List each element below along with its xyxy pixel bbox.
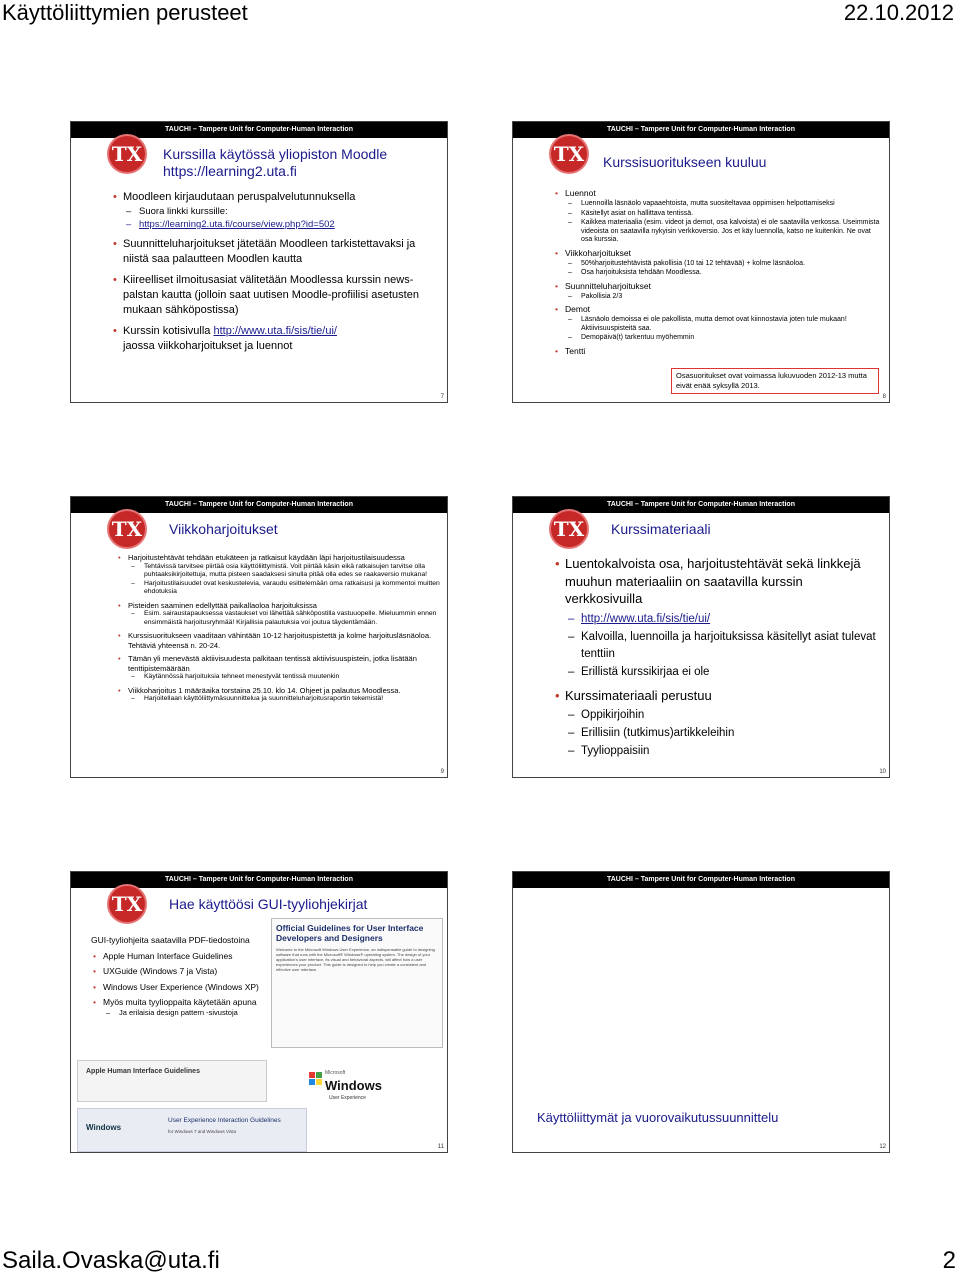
course-homepage-link[interactable]: – http://www.uta.fi/sis/tie/ui/ <box>565 611 883 628</box>
slide-10 <box>512 496 890 778</box>
sub-item: – Erillisiin (tutkimus)artikkeleihin <box>565 725 883 742</box>
sub-item: – Suora linkki kurssille: <box>123 205 441 218</box>
bullet-item: • Windows User Experience (Windows XP) <box>91 982 271 993</box>
slide-number: 12 <box>879 1144 886 1150</box>
slide-banner: TAUCHI – Tampere Unit for Computer-Human Interaction <box>71 497 447 513</box>
intro-text: GUI-tyyliohjeita saatavilla PDF-tiedostoina <box>91 935 250 945</box>
page-header-date: 22.10.2012 <box>843 0 954 25</box>
sub-item: – Harjoitellaan käyttöliittymäsuunnittelua ja suunnitteluharjoitusraportin tekemistä! <box>128 695 441 704</box>
bullet-item: • Moodleen kirjaudutaan peruspalvelutunnuksella – Suora linkki kurssille: – https://learning2.uta.fi/course/view.php?id=502 <box>111 190 441 231</box>
svg-text:TX: TX <box>111 892 143 916</box>
bullet-item: • Suunnitteluharjoitukset – Pakollisia 2/3 <box>553 281 883 302</box>
tauchi-logo-icon <box>105 882 149 926</box>
slide-title: Viikkoharjoitukset <box>169 521 278 537</box>
sub-item: – Kaikkea materiaalia (esim. videot ja demot, osa kalvoista) ei ole saatavilla verkossa. Useimmista videoista on saatavilla nykyisin verkkoversio. Jos et käy luennolla, katso ne kuitenkin. Ne ovat osa kurssia. <box>565 219 883 245</box>
bullet-item: • Luennot – Luennoilla läsnäolo vapaaehtoista, mutta suositeltavaa oppimisen helpottamiseksi – Käsitellyt asiat on hallittava tentissä. – Kaikkea materiaalia (esim. videot ja demot, osa kalvoista) ei ole saatavilla verkossa. Useimmista videoista on saatavilla nykyisin verkkoversio. Jos et käy luennolla, katso ne kuitenkin. Ne ovat osa kurssia. <box>553 188 883 245</box>
sub-item: – Ja erilaisia design pattern -sivustoja <box>103 1008 271 1019</box>
sub-item: – Käsitellyt asiat on hallittava tentissä. <box>565 210 883 219</box>
slide-number: 10 <box>879 769 886 775</box>
slide-number: 7 <box>440 394 444 400</box>
sub-item: – Osa harjoituksista tehdään Moodlessa. <box>565 269 883 278</box>
sub-item: – Läsnäolo demoissa ei ole pakollista, mutta demot ovat kiinnostavia joten tule mukaan! Aktiivisuuspisteitä saa. <box>565 316 883 333</box>
sub-item: – Oppikirjoihin <box>565 707 883 724</box>
slide-11 <box>70 871 448 1153</box>
sub-item: – Harjoitustilaisuudet ovat keskustelevia, varaudu esittelemään oma ratkaisusi ja kommentoi muitten ehdotuksia <box>128 580 441 597</box>
sub-item: – Tehtävissä tarvitsee piirtää osia käyttöliittymistä. Voit piirtää käsin eikä ratkaisujen tarvitse olla puhtaaksikirjoitettuja, mutta pisteen saadaksesi sinulla pitää olla edes se raakaversio mukana! <box>128 563 441 580</box>
slide-content <box>91 935 271 1023</box>
slide-banner: TAUCHI – Tampere Unit for Computer-Human Interaction <box>513 497 889 513</box>
slide-8 <box>512 121 890 403</box>
bullet-item: • Viikkoharjoitukset – 50%harjoitustehtävistä pakollisia (10 tai 12 tehtävää) + kolme läsnäoloa. – Osa harjoituksista tehdään Moodlessa. <box>553 248 883 278</box>
course-homepage-link[interactable]: http://www.uta.fi/sis/tie/ui/ <box>213 325 337 337</box>
slide-content <box>553 188 883 360</box>
bullet-item: • Demot – Läsnäolo demoissa ei ole pakollista, mutta demot ovat kiinnostavia joten tule mukaan! Aktiivisuuspisteitä saa. – Demopäivä(t) tarkentuu myöhemmin <box>553 304 883 343</box>
bullet-item: • Viikkoharjoitus 1 määräaika torstaina 25.10. klo 14. Ohjeet ja palautus Moodlessa. – Harjoitellaan käyttöliittymäsuunnittelua ja suunnitteluharjoitusraportin tekemistä! <box>116 686 441 704</box>
page-header-title: Käyttöliittymien perusteet <box>2 0 248 25</box>
svg-text:TX: TX <box>553 142 585 166</box>
slide-content <box>553 555 883 766</box>
bullet-item: • UXGuide (Windows 7 ja Vista) <box>91 966 271 977</box>
windows7-guidelines-image: Windows User Experience Interaction Guidelines for Windows 7 and Windows Vista <box>77 1108 307 1152</box>
slide-9 <box>70 496 448 778</box>
sub-item: – Esim. sairaustapauksessa vastaukset voi lähettää sähköpostilla vastuuopelle. Mieluummin ennen ensimmäistä harjoitusryhmää! Kirjallisia palautuksia voi joutua täydentämään. <box>128 610 441 627</box>
slide-title: Hae käyttöösi GUI-tyyliohjekirjat <box>169 896 368 912</box>
slide-banner: TAUCHI – Tampere Unit for Computer-Human Interaction <box>71 122 447 138</box>
tauchi-logo-icon <box>547 507 591 551</box>
slide-content <box>111 190 441 360</box>
slide-7 <box>70 121 448 403</box>
validity-notice: Osasuoritukset ovat voimassa lukuvuoden 2012-13 mutta eivät enää syksyllä 2013. <box>671 368 879 394</box>
slide-content <box>116 553 441 708</box>
slide-title: Kurssisuoritukseen kuuluu <box>603 154 767 170</box>
slide-number: 8 <box>882 394 886 400</box>
svg-text:TX: TX <box>553 517 585 541</box>
slide-banner: TAUCHI – Tampere Unit for Computer-Human Interaction <box>71 872 447 888</box>
sub-item: – 50%harjoitustehtävistä pakollisia (10 tai 12 tehtävää) + kolme läsnäoloa. <box>565 260 883 269</box>
section-title: Käyttöliittymät ja vuorovaikutussuunnittelu <box>537 1110 779 1125</box>
bullet-item: • Tämän yli menevästä aktiivisuudesta palkitaan tentissä aktiivisuuspistein, jotka lisätään tenttipistemäärään – Käytännössä harjoituksia tehneet menestyvät tentissä muutenkin <box>116 654 441 682</box>
bullet-item: • Kurssimateriaali perustuu – Oppikirjoihin – Erillisiin (tutkimus)artikkeleihin – Tyylioppaisiin <box>553 687 883 761</box>
sub-item: – Erillistä kurssikirjaa ei ole <box>565 664 883 681</box>
tauchi-logo-icon <box>105 132 149 176</box>
bullet-item: • Pisteiden saaminen edellyttää paikallaoloa harjoituksissa – Esim. sairaustapauksessa vastaukset voi lähettää sähköpostilla vastuuopelle. Mieluummin ennen ensimmäistä harjoitusryhmää! Kirjallisia palautuksia voi joutua täydentämään. <box>116 601 441 628</box>
page-footer-number: 2 <box>942 1247 956 1274</box>
svg-text:TX: TX <box>111 517 143 541</box>
sub-item: – Luennoilla läsnäolo vapaaehtoista, mutta suositeltavaa oppimisen helpottamiseksi <box>565 200 883 209</box>
sub-item: – Tyylioppaisiin <box>565 743 883 760</box>
sub-item: – Käytännössä harjoituksia tehneet menestyvät tentissä muutenkin <box>128 673 441 682</box>
slide-title: Kurssimateriaali <box>611 521 711 537</box>
ms-guidelines-image: Official Guidelines for User Interface Developers and Designers Welcome to the Microsoft Windows User Experience, an indispensable guide to designing software that runs with the Microsoft® Windows® operating system. The design of your application's user interface, its visual and behavioral aspects, will affect how a user experiences your product. This guide is designed to help you create a consistent and effective user interface. <box>271 918 443 1048</box>
bullet-item: • Kurssin kotisivulla http://www.uta.fi/sis/tie/ui/ jaossa viikkoharjoitukset ja luennot <box>111 324 441 354</box>
windows-ux-book-image: Microsoft Windows User Experience <box>307 1068 391 1112</box>
bullet-item: • Tentti <box>553 346 883 357</box>
svg-text:TX: TX <box>111 142 143 166</box>
slide-banner: TAUCHI – Tampere Unit for Computer-Human Interaction <box>513 122 889 138</box>
slide-12 <box>512 871 890 1153</box>
bullet-item: • Apple Human Interface Guidelines <box>91 951 271 962</box>
bullet-item: • Luentokalvoista osa, harjoitustehtävät sekä linkkejä muuhun materiaaliin on saatavilla kurssin verkkosivuilla – http://www.uta.fi/sis/tie/ui/ – Kalvoilla, luennoilla ja harjoituksissa käsitellyt asiat tulevat tenttiin – Erillistä kurssikirjaa ei ole <box>553 555 883 681</box>
slide-number: 11 <box>437 1144 444 1150</box>
bullet-item: • Harjoitustehtävät tehdään etukäteen ja ratkaisut käydään läpi harjoitustilaisuudessa – Tehtävissä tarvitsee piirtää osia käyttöliittymistä. Voit piirtää käsin eikä ratkaisujen tarvitse olla puhtaaksikirjoitettuja, mutta pisteen saadaksesi sinulla pitää olla edes se raakaversio mukana! – Harjoitustilaisuudet ovat keskustelevia, varaudu esittelemään oma ratkaisusi ja kommentoi muitten ehdotuksia <box>116 553 441 597</box>
page-footer-email: Saila.Ovaska@uta.fi <box>2 1247 220 1274</box>
slide-banner: TAUCHI – Tampere Unit for Computer-Human Interaction <box>513 872 889 888</box>
tauchi-logo-icon <box>547 132 591 176</box>
moodle-link[interactable]: https://learning2.uta.fi <box>163 163 297 179</box>
slide-number: 9 <box>440 769 444 775</box>
bullet-item: • Kurssisuoritukseen vaaditaan vähintään 10-12 harjoituspistettä ja kolme harjoitusläsnäoloa. Tehtäviä yhteensä n. 20-24. <box>116 631 441 650</box>
bullet-item: • Myös muita tyylioppaita käytetään apuna – Ja erilaisia design pattern -sivustoja <box>91 997 271 1018</box>
course-link[interactable]: – https://learning2.uta.fi/course/view.php?id=502 <box>123 218 441 231</box>
apple-hig-image: Apple Human Interface Guidelines <box>77 1060 267 1102</box>
sub-item: – Kalvoilla, luennoilla ja harjoituksissa käsitellyt asiat tulevat tenttiin <box>565 629 883 663</box>
bullet-item: • Suunnitteluharjoitukset jätetään Moodleen tarkistettavaksi ja niistä saa palautteen Moodlen kautta <box>111 237 441 267</box>
tauchi-logo-icon <box>105 507 149 551</box>
sub-item: – Demopäivä(t) tarkentuu myöhemmin <box>565 334 883 343</box>
slide-title: Kurssilla käytössä yliopiston Moodle https://learning2.uta.fi <box>163 146 388 179</box>
bullet-item: • Kiireelliset ilmoitusasiat välitetään Moodlessa kurssin news-palstan kautta (jolloin saat uutisen Moodle-profiilisi asetusten mukaan sähköpostissa) <box>111 273 441 318</box>
sub-item: – Pakollisia 2/3 <box>565 293 883 302</box>
